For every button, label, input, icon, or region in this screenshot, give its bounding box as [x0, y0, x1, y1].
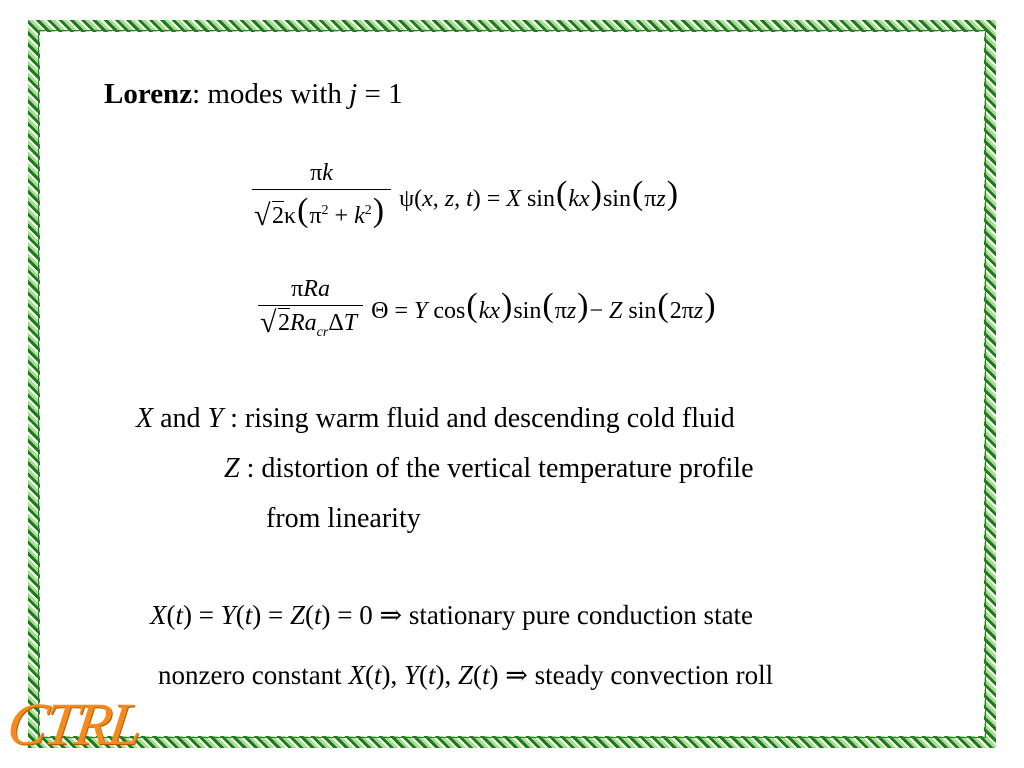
- z-description-cont: from linearity: [266, 503, 421, 534]
- conduction-text: stationary pure conduction state: [402, 600, 754, 630]
- xy-text: : rising warm fluid and descending cold fluid: [230, 403, 735, 434]
- conduction-line: X(t) = Y(t) = Z(t) = 0 ⇒ stationary pure conduction state: [150, 600, 754, 630]
- z-description: [224, 453, 754, 485]
- slide-title: [104, 78, 403, 111]
- theta-denominator: √ $2Ra_{cr}\Delta T$: [258, 305, 363, 341]
- equation-psi: [252, 160, 679, 232]
- roll-text2: steady convection roll: [527, 660, 774, 690]
- equation-theta: [258, 276, 717, 341]
- theta-numerator: πRa: [291, 276, 330, 302]
- z-text: : distortion of the vertical temperature profile: [246, 453, 754, 484]
- title-bold: Lorenz: [104, 78, 193, 110]
- slide-border: [28, 20, 996, 748]
- psi-rhs: ψ(x, z, t) = X sin(kx)sin(πz): [399, 175, 679, 212]
- xy-description: X and Y : rising warm fluid and descending cold fluid: [136, 403, 735, 434]
- psi-numerator: πk: [310, 160, 333, 186]
- theta-rhs: Θ = Y cos(kx)sin(πz)− Z sin(2πz): [371, 287, 716, 325]
- psi-denominator: √ $2\kappa(\pi^2 + k^2)$: [252, 189, 391, 232]
- title-var: j: [349, 78, 358, 110]
- convection-line: nonzero constant X(t), Y(t), Z(t) ⇒ steady convection roll: [158, 660, 774, 690]
- ctrl-logo: CTRL: [3, 691, 145, 757]
- psi-fraction: [252, 160, 391, 232]
- title-rest: : modes with: [192, 78, 350, 110]
- z-label: Z: [224, 453, 240, 484]
- title-eq: = 1: [357, 78, 403, 110]
- theta-fraction: [258, 276, 363, 341]
- roll-text1: nonzero constant: [158, 660, 349, 690]
